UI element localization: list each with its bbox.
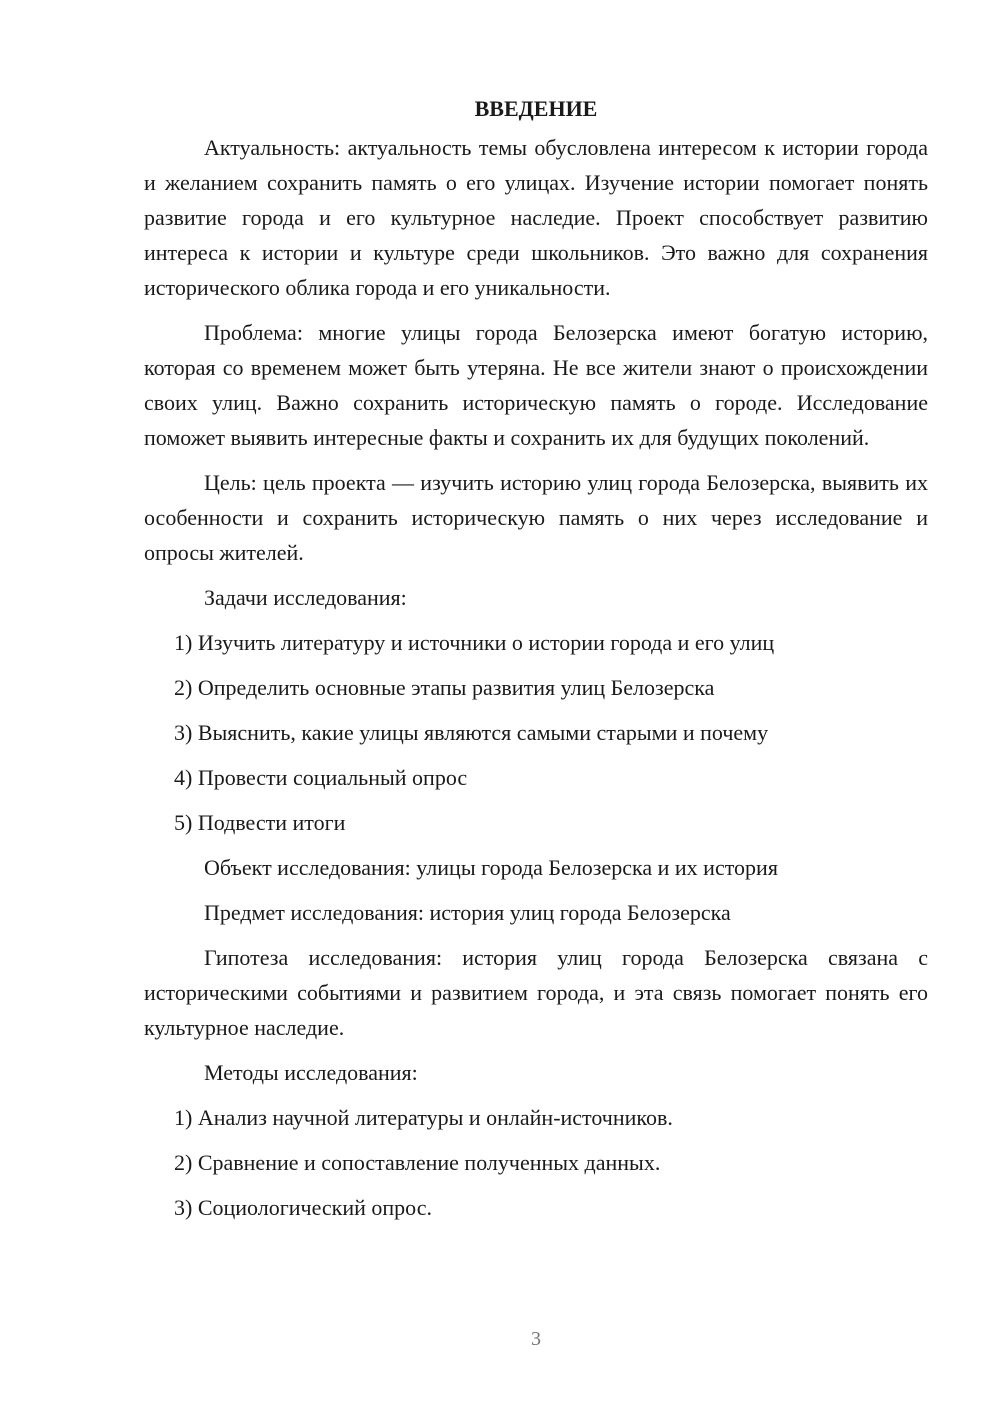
research-subject: Предмет исследования: история улиц города Белозерска	[204, 900, 731, 925]
relevance-paragraph: Актуальность: актуальность темы обусловлена интересом к истории города и желанием сохранить память о его улицах. Изучение истории помогает понять развитие города и его культурное наследие. Проект способствует развитию интереса к истории и культуре среди школьников. Это важно для сохранения исторического облика города и его уникальности.	[144, 135, 928, 300]
tasks-heading: Задачи исследования:	[204, 585, 407, 610]
page-number: 3	[531, 1328, 541, 1350]
task-item: 5) Подвести итоги	[174, 810, 346, 835]
task-item: 4) Провести социальный опрос	[174, 765, 468, 790]
document-page	[144, 92, 928, 1235]
hypothesis-paragraph: Гипотеза исследования: история улиц города Белозерска связана с историческими событиями и развитием города, и эта связь помогает понять его культурное наследие.	[144, 945, 928, 1040]
method-item: 3) Социологический опрос.	[174, 1195, 432, 1220]
method-item: 2) Сравнение и сопоставление полученных данных.	[174, 1150, 661, 1175]
page-title: ВВЕДЕНИЕ	[474, 96, 598, 121]
problem-paragraph: Проблема: многие улицы города Белозерска имеют богатую историю, которая со временем может быть утеряна. Не все жители знают о происхождении своих улиц. Важно сохранить историческую память о городе. Исследование поможет выявить интересные факты и сохранить их для будущих поколений.	[144, 320, 928, 450]
task-item: 2) Определить основные этапы развития улиц Белозерска	[174, 675, 715, 700]
method-item: 1) Анализ научной литературы и онлайн-источников.	[174, 1105, 673, 1130]
goal-paragraph: Цель: цель проекта — изучить историю улиц города Белозерска, выявить их особенности и сохранить историческую память о них через исследование и опросы жителей.	[144, 470, 928, 565]
task-item: 1) Изучить литературу и источники о истории города и его улиц	[174, 630, 775, 655]
methods-heading: Методы исследования:	[204, 1060, 418, 1085]
task-item: 3) Выяснить, какие улицы являются самыми старыми и почему	[174, 720, 769, 745]
research-object: Объект исследования: улицы города Белозерска и их история	[204, 855, 778, 880]
